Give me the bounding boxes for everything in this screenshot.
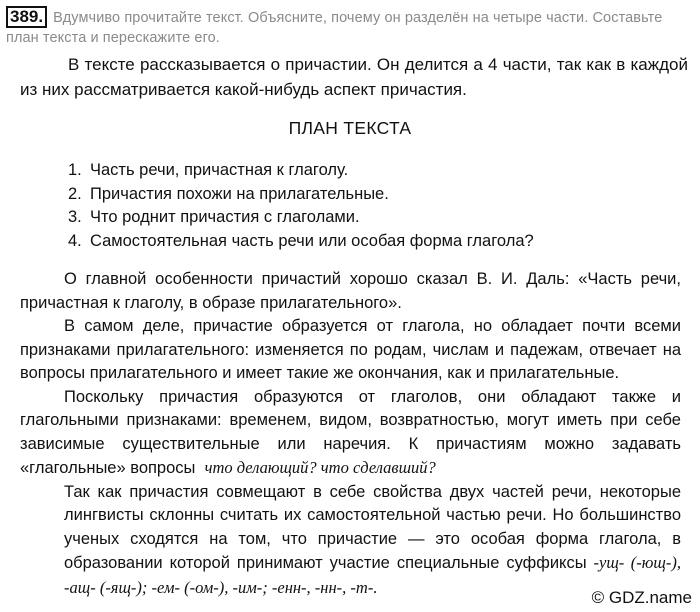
body-paragraph-2: В самом деле, причастие образуется от глагола, но обладает почти всеми признаками прилагательного: изменяется по родам, числам и падежам, отвечает на вопросы прилагательного и имеет такие же окончания, как и прилагательные. — [20, 317, 681, 382]
plan-item-number: 3. — [68, 208, 82, 226]
plan-item — [68, 206, 668, 230]
task-number: 389. — [6, 6, 47, 28]
body-paragraph-4-text: Так как причастия совмещают в себе свойства двух частей речи, некоторые лингвисты склонны считать их самостоятельной частью речи. Но большинство ученых сходятся на том, что причастие — это особая форма глагола, в образовании которой принимают участие специальные суффиксы — [64, 482, 681, 572]
plan-item-text: Причастия похожи на прилагательные. — [90, 184, 389, 203]
body-paragraph-4 — [20, 481, 681, 601]
plan-item-text: Самостоятельная часть речи или особая форма глагола? — [90, 231, 534, 250]
plan-item-text: Что роднит причастия с глаголами. — [90, 208, 360, 226]
participle-suffixes: -ущ- (-ющ-), -ащ- (-ящ-); -ем- (-ом-), -им-; -енн-, -нн-, -т-. — [64, 553, 681, 597]
plan-item-text: Часть речи, причастная к глаголу. — [90, 161, 349, 179]
plan-item — [68, 183, 668, 207]
body-paragraph-3 — [20, 386, 681, 481]
plan-title: ПЛАН ТЕКСТА — [288, 118, 412, 138]
task-instruction: Вдумчиво прочитайте текст. Объясните, почему он разделён на четыре части. Составьте план текста и перескажите его. — [6, 10, 663, 46]
site-watermark: © GDZ.name — [591, 588, 692, 607]
task-header — [6, 6, 694, 48]
plan-item — [68, 159, 668, 183]
plan-item-number: 2. — [68, 184, 82, 203]
intro-paragraph: В тексте рассказывается о причастии. Он делится а 4 части, так как в каждой из них рассматривается какой-нибудь аспект причастия. — [20, 55, 688, 99]
plan-item — [68, 230, 668, 254]
verb-questions: что делающий? что сделавший? — [204, 458, 436, 477]
plan-item-number: 1. — [68, 161, 82, 179]
body-paragraph-1: О главной особенности причастий хорошо сказал В. И. Даль: «Часть речи, причастная к глаголу, в образе прилагательного». — [20, 270, 681, 312]
body-paragraph-3-text: Поскольку причастия образуются от глаголов, они обладают также и глагольными признаками: временем, видом, возвратностью, могут иметь при себе зависимые существительные или наречия. К причастиям можно задавать «глагольные» вопросы — [20, 387, 681, 477]
plan-item-number: 4. — [68, 231, 82, 250]
answer-intro — [20, 52, 688, 102]
text-body — [20, 268, 681, 600]
plan-list — [68, 159, 668, 253]
